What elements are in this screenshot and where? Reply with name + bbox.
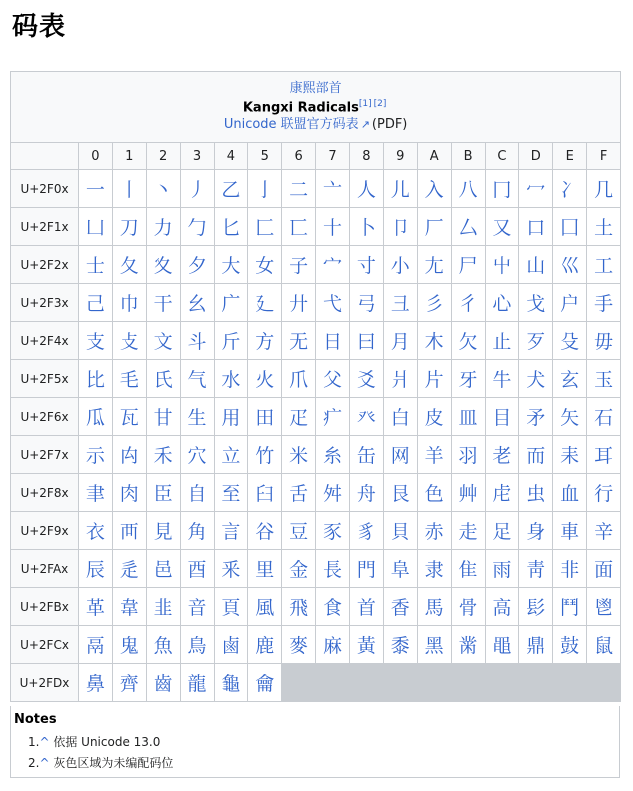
row-header: U+2F8x xyxy=(11,474,79,512)
radical-cell[interactable]: ⼇ xyxy=(316,170,350,208)
radical-cell[interactable]: ⽥ xyxy=(248,398,282,436)
row-header: U+2F5x xyxy=(11,360,79,398)
table-caption xyxy=(11,72,621,143)
radical-cell[interactable]: ⾽ xyxy=(519,588,553,626)
radical-cell[interactable]: ⼬ xyxy=(485,246,519,284)
radical-cell[interactable]: ⾻ xyxy=(451,588,485,626)
caption-chart-link-line xyxy=(11,116,620,134)
column-header: E xyxy=(553,143,587,170)
radical-cell[interactable]: ⼹ xyxy=(383,284,417,322)
notes-section xyxy=(10,706,620,781)
radical-cell[interactable]: ⽤ xyxy=(214,398,248,436)
radical-cell[interactable]: ⿅ xyxy=(248,626,282,664)
radical-cell[interactable]: ⾋ xyxy=(451,474,485,512)
radical-cell[interactable]: ⾫ xyxy=(451,550,485,588)
note-backlink[interactable]: ^ xyxy=(39,756,50,770)
radical-cell[interactable]: ⽼ xyxy=(485,436,519,474)
radical-cell[interactable]: ⾬ xyxy=(485,550,519,588)
notes-title: Notes xyxy=(14,712,57,727)
radical-cell[interactable]: ⼯ xyxy=(587,246,621,284)
radical-cell[interactable]: ⼜ xyxy=(485,208,519,246)
column-header: 7 xyxy=(316,143,350,170)
radical-cell[interactable]: ⿎ xyxy=(553,626,587,664)
radical-cell[interactable]: ⼄ xyxy=(214,170,248,208)
radical-cell[interactable]: ⽪ xyxy=(417,398,451,436)
radical-cell[interactable]: ⾵ xyxy=(248,588,282,626)
radical-cell[interactable]: ⼥ xyxy=(248,246,282,284)
radical-cell[interactable]: ⾼ xyxy=(485,588,519,626)
radical-cell[interactable]: ⽸ xyxy=(350,436,384,474)
radical-cell[interactable]: ⽚ xyxy=(417,360,451,398)
radical-cell[interactable]: ⽗ xyxy=(316,360,350,398)
table-row xyxy=(11,208,621,246)
radical-cell[interactable]: ⽩ xyxy=(383,398,417,436)
column-header: B xyxy=(451,143,485,170)
radical-cell[interactable]: ⽵ xyxy=(248,436,282,474)
table-row xyxy=(11,436,621,474)
note-text: 灰色区域为未编配码位 xyxy=(53,756,174,770)
ref-link-1[interactable]: [1] xyxy=(358,98,372,109)
table-row xyxy=(11,170,621,208)
table-row xyxy=(11,284,621,322)
column-header-row xyxy=(11,143,621,170)
radical-cell[interactable]: ⾴ xyxy=(214,588,248,626)
radical-cell[interactable]: ⼘ xyxy=(350,208,384,246)
radical-cell[interactable]: ⿔ xyxy=(214,664,248,702)
radical-cell[interactable]: ⾐ xyxy=(79,512,113,550)
table-row xyxy=(11,664,621,702)
radical-cell[interactable]: ⽛ xyxy=(451,360,485,398)
radical-cell[interactable]: ⼸ xyxy=(350,284,384,322)
radical-cell[interactable]: ⾕ xyxy=(248,512,282,550)
radical-cell[interactable]: ⼌ xyxy=(485,170,519,208)
radical-cell[interactable]: ⼭ xyxy=(519,246,553,284)
radical-cell[interactable]: ⾄ xyxy=(214,474,248,512)
radical-cell[interactable]: ⾅ xyxy=(248,474,282,512)
radical-cell[interactable]: ⿓ xyxy=(180,664,214,702)
radical-cell[interactable]: ⼓ xyxy=(180,208,214,246)
caption-refs xyxy=(359,99,389,109)
row-header: U+2F4x xyxy=(11,322,79,360)
radical-cell[interactable]: ⾭ xyxy=(519,550,553,588)
radical-cell[interactable]: ⾈ xyxy=(350,474,384,512)
ref-link-2[interactable]: [2] xyxy=(373,98,387,109)
radical-cell[interactable]: ⾺ xyxy=(417,588,451,626)
table-row xyxy=(11,246,621,284)
page-title: 码表 xyxy=(12,12,67,42)
radical-cell[interactable]: ⼻ xyxy=(451,284,485,322)
radical-cell[interactable]: ⼎ xyxy=(553,170,587,208)
column-header: C xyxy=(485,143,519,170)
radical-cell[interactable]: ⾂ xyxy=(146,474,180,512)
official-chart-link[interactable]: Unicode 联盟官方码表 xyxy=(223,117,359,133)
radical-cell[interactable]: ⼒ xyxy=(146,208,180,246)
radical-cell[interactable]: ⽟ xyxy=(587,360,621,398)
radical-cell[interactable]: ⾁ xyxy=(112,474,146,512)
radical-cell[interactable]: ⼳ xyxy=(180,284,214,322)
radical-cell[interactable]: ⽨ xyxy=(350,398,384,436)
radical-cell[interactable]: ⽙ xyxy=(383,360,417,398)
unassigned-cell xyxy=(519,664,553,702)
row-header: U+2FDx xyxy=(11,664,79,702)
radical-cell[interactable]: ⾙ xyxy=(383,512,417,550)
radical-cell[interactable]: ⼩ xyxy=(383,246,417,284)
external-link-icon: ↗ xyxy=(360,118,370,132)
radical-cell[interactable]: ⽌ xyxy=(485,322,519,360)
radical-cell[interactable]: ⽖ xyxy=(282,360,316,398)
radical-cell[interactable]: ⿂ xyxy=(146,626,180,664)
radical-cell[interactable]: ⼤ xyxy=(214,246,248,284)
note-backlink[interactable]: ^ xyxy=(39,735,50,749)
radical-cell[interactable]: ⼀ xyxy=(79,170,113,208)
unassigned-cell xyxy=(451,664,485,702)
column-header: 4 xyxy=(214,143,248,170)
radical-cell[interactable]: ⾚ xyxy=(417,512,451,550)
unassigned-cell xyxy=(282,664,316,702)
radical-cell[interactable]: ⽳ xyxy=(180,436,214,474)
unassigned-cell xyxy=(553,664,587,702)
radical-cell[interactable]: ⽴ xyxy=(214,436,248,474)
radical-cell[interactable]: ⽁ xyxy=(112,322,146,360)
unassigned-cell xyxy=(587,664,621,702)
radical-cell[interactable]: ⼑ xyxy=(112,208,146,246)
note-number: 2. xyxy=(28,756,40,770)
radical-cell[interactable]: ⼦ xyxy=(282,246,316,284)
radical-cell[interactable]: ⽍ xyxy=(519,322,553,360)
radical-cell[interactable]: ⽡ xyxy=(112,398,146,436)
radical-cell[interactable]: ⼿ xyxy=(587,284,621,322)
column-header: 6 xyxy=(282,143,316,170)
radical-cell[interactable]: ⽢ xyxy=(146,398,180,436)
radical-cell[interactable]: ⼶ xyxy=(282,284,316,322)
radical-cell[interactable]: ⼼ xyxy=(485,284,519,322)
radical-cell[interactable]: ⾆ xyxy=(282,474,316,512)
radical-cell[interactable]: ⽂ xyxy=(146,322,180,360)
radical-cell[interactable]: ⾠ xyxy=(79,550,113,588)
radical-cell[interactable]: ⼖ xyxy=(282,208,316,246)
radical-cell[interactable]: ⾏ xyxy=(587,474,621,512)
radical-cell[interactable]: ⼂ xyxy=(146,170,180,208)
radical-cell[interactable]: ⽭ xyxy=(519,398,553,436)
radical-cell[interactable]: ⼏ xyxy=(587,170,621,208)
radical-cell[interactable]: ⼞ xyxy=(553,208,587,246)
radical-cell[interactable]: ⿒ xyxy=(146,664,180,702)
radical-cell[interactable]: ⼟ xyxy=(587,208,621,246)
radical-cell[interactable]: ⼙ xyxy=(383,208,417,246)
radical-cell[interactable]: ⾥ xyxy=(248,550,282,588)
radical-cell[interactable]: ⽠ xyxy=(79,398,113,436)
radical-cell[interactable]: ⿑ xyxy=(112,664,146,702)
radical-cell[interactable]: ⽒ xyxy=(146,360,180,398)
radical-cell[interactable]: ⽰ xyxy=(79,436,113,474)
radical-cell[interactable]: ⽇ xyxy=(316,322,350,360)
radical-cell[interactable]: ⽉ xyxy=(383,322,417,360)
radical-cell[interactable]: ⿊ xyxy=(417,626,451,664)
radical-cell[interactable]: ⾤ xyxy=(214,550,248,588)
radical-cell[interactable]: ⼺ xyxy=(417,284,451,322)
column-header: D xyxy=(519,143,553,170)
row-header: U+2F1x xyxy=(11,208,79,246)
radical-cell[interactable]: ⽾ xyxy=(553,436,587,474)
table-row xyxy=(11,322,621,360)
radical-cell[interactable]: ⾲ xyxy=(146,588,180,626)
unassigned-cell xyxy=(417,664,451,702)
radical-cell[interactable]: ⾇ xyxy=(316,474,350,512)
radical-cell[interactable]: ⼷ xyxy=(316,284,350,322)
row-header: U+2F6x xyxy=(11,398,79,436)
radical-cell[interactable]: ⿆ xyxy=(282,626,316,664)
radical-cell[interactable]: ⽣ xyxy=(180,398,214,436)
unassigned-cell xyxy=(350,664,384,702)
radical-cell[interactable]: ⽔ xyxy=(214,360,248,398)
row-header: U+2F2x xyxy=(11,246,79,284)
radical-cell[interactable]: ⾝ xyxy=(519,512,553,550)
radical-cell[interactable]: ⾘ xyxy=(350,512,384,550)
radical-cell[interactable]: ⼋ xyxy=(451,170,485,208)
radical-cell[interactable]: ⾌ xyxy=(485,474,519,512)
radical-cell[interactable]: ⽺ xyxy=(417,436,451,474)
note-item-1 xyxy=(28,733,616,750)
row-header: U+2F7x xyxy=(11,436,79,474)
radical-cell[interactable]: ⽱ xyxy=(112,436,146,474)
radical-cell[interactable]: ⾸ xyxy=(350,588,384,626)
radical-cell[interactable]: ⾧ xyxy=(316,550,350,588)
radical-cell[interactable]: ⿃ xyxy=(180,626,214,664)
radical-cell[interactable]: ⾜ xyxy=(485,512,519,550)
row-header: U+2FCx xyxy=(11,626,79,664)
radical-cell[interactable]: ⾰ xyxy=(79,588,113,626)
radical-cell[interactable]: ⽅ xyxy=(248,322,282,360)
unassigned-cell xyxy=(485,664,519,702)
radical-cell[interactable]: ⼈ xyxy=(350,170,384,208)
corner-cell xyxy=(11,143,79,170)
radical-cell[interactable]: ⾡ xyxy=(112,550,146,588)
code-chart xyxy=(10,71,620,702)
caption-english-title-text: Kangxi Radicals xyxy=(242,99,359,115)
radical-cell[interactable]: ⼛ xyxy=(451,208,485,246)
radical-cell[interactable]: ⾢ xyxy=(146,550,180,588)
radical-cell[interactable]: ⽏ xyxy=(587,322,621,360)
radical-cell[interactable]: ⽋ xyxy=(451,322,485,360)
column-header: 3 xyxy=(180,143,214,170)
radical-cell[interactable]: ⾹ xyxy=(383,588,417,626)
radical-cell[interactable]: ⼣ xyxy=(180,246,214,284)
radical-cell[interactable]: ⾗ xyxy=(316,512,350,550)
radical-cell[interactable]: ⼔ xyxy=(214,208,248,246)
column-header: 0 xyxy=(79,143,113,170)
radical-cell[interactable]: ⽹ xyxy=(383,436,417,474)
radical-cell[interactable]: ⿋ xyxy=(451,626,485,664)
radical-cell[interactable]: ⽽ xyxy=(519,436,553,474)
radical-cell[interactable]: ⽊ xyxy=(417,322,451,360)
radical-cell[interactable]: ⿁ xyxy=(112,626,146,664)
radical-cell[interactable]: ⾎ xyxy=(553,474,587,512)
radical-cell[interactable]: ⽝ xyxy=(519,360,553,398)
radical-cell[interactable]: ⼰ xyxy=(79,284,113,322)
radical-cell[interactable]: ⿉ xyxy=(383,626,417,664)
radical-cell[interactable]: ⾯ xyxy=(587,550,621,588)
radical-cell[interactable]: ⽦ xyxy=(282,398,316,436)
radical-cell[interactable]: ⼐ xyxy=(79,208,113,246)
radical-cell[interactable]: ⼝ xyxy=(519,208,553,246)
table-row xyxy=(11,398,621,436)
radical-cell[interactable]: ⽯ xyxy=(587,398,621,436)
radical-cell[interactable]: ⾍ xyxy=(519,474,553,512)
radical-cell[interactable]: ⿍ xyxy=(519,626,553,664)
radical-cell[interactable]: ⾱ xyxy=(112,588,146,626)
radical-cell[interactable]: ⽃ xyxy=(180,322,214,360)
radical-cell[interactable]: ⾷ xyxy=(316,588,350,626)
radical-cell[interactable]: ⼡ xyxy=(112,246,146,284)
column-header: 2 xyxy=(146,143,180,170)
radical-cell[interactable]: ⽘ xyxy=(350,360,384,398)
radical-cell[interactable]: ⾖ xyxy=(282,512,316,550)
radical-cell[interactable]: ⾦ xyxy=(282,550,316,588)
radical-cell[interactable]: ⼉ xyxy=(383,170,417,208)
radical-cell[interactable]: ⾾ xyxy=(553,588,587,626)
radical-cell[interactable]: ⾛ xyxy=(451,512,485,550)
radical-cell[interactable]: ⼠ xyxy=(79,246,113,284)
radical-cell[interactable]: ⼮ xyxy=(553,246,587,284)
pdf-label: (PDF) xyxy=(371,117,408,133)
radical-cell[interactable]: ⽞ xyxy=(553,360,587,398)
row-header: U+2F3x xyxy=(11,284,79,322)
radical-cell[interactable]: ⾉ xyxy=(383,474,417,512)
radical-cell[interactable]: ⽶ xyxy=(282,436,316,474)
radical-cell[interactable]: ⼾ xyxy=(553,284,587,322)
radical-cell[interactable]: ⾀ xyxy=(79,474,113,512)
radical-cell[interactable]: ⽧ xyxy=(316,398,350,436)
caption-english-title xyxy=(11,98,620,117)
radicals-table xyxy=(10,71,621,702)
radical-cell[interactable]: ⼴ xyxy=(214,284,248,322)
radical-cell[interactable]: ⼗ xyxy=(316,208,350,246)
radical-cell[interactable]: ⿏ xyxy=(587,626,621,664)
radical-cell[interactable]: ⿈ xyxy=(350,626,384,664)
radical-cell[interactable]: ⿌ xyxy=(485,626,519,664)
radical-cell[interactable]: ⼃ xyxy=(180,170,214,208)
column-header: 1 xyxy=(112,143,146,170)
table-row xyxy=(11,550,621,588)
column-header: A xyxy=(417,143,451,170)
note-number: 1. xyxy=(28,735,40,749)
radical-cell[interactable]: ⾔ xyxy=(214,512,248,550)
radical-cell[interactable]: ⼫ xyxy=(451,246,485,284)
row-header: U+2FAx xyxy=(11,550,79,588)
radical-cell[interactable]: ⼵ xyxy=(248,284,282,322)
radical-cell[interactable]: ⽕ xyxy=(248,360,282,398)
radical-cell[interactable]: ⿇ xyxy=(316,626,350,664)
radical-cell[interactable]: ⽓ xyxy=(180,360,214,398)
radical-cell[interactable]: ⽎ xyxy=(553,322,587,360)
radical-cell[interactable]: ⾃ xyxy=(180,474,214,512)
radical-cell[interactable]: ⽐ xyxy=(79,360,113,398)
note-item-2 xyxy=(28,754,616,771)
table-row xyxy=(11,360,621,398)
radical-cell[interactable]: ⾞ xyxy=(553,512,587,550)
caption-chinese-title[interactable]: 康熙部首 xyxy=(289,81,342,97)
table-row xyxy=(11,588,621,626)
radical-cell[interactable]: ⽫ xyxy=(451,398,485,436)
radical-cell[interactable]: ⾨ xyxy=(350,550,384,588)
radical-cell[interactable]: ⼆ xyxy=(282,170,316,208)
radical-cell[interactable]: ⼍ xyxy=(519,170,553,208)
radical-cell[interactable]: ⿀ xyxy=(79,626,113,664)
column-header: F xyxy=(587,143,621,170)
radical-cell[interactable]: ⾑ xyxy=(112,512,146,550)
radical-cell[interactable]: ⾿ xyxy=(587,588,621,626)
radical-cell[interactable]: ⾒ xyxy=(146,512,180,550)
radical-cell[interactable]: ⽻ xyxy=(451,436,485,474)
row-header: U+2F9x xyxy=(11,512,79,550)
table-row xyxy=(11,512,621,550)
radical-cell[interactable]: ⾶ xyxy=(282,588,316,626)
radical-cell[interactable]: ⼁ xyxy=(112,170,146,208)
radical-cell[interactable]: ⼱ xyxy=(112,284,146,322)
radical-cell[interactable]: ⽆ xyxy=(282,322,316,360)
column-header: 9 xyxy=(383,143,417,170)
radical-cell[interactable]: ⾊ xyxy=(417,474,451,512)
radical-cell[interactable]: ⼲ xyxy=(146,284,180,322)
radical-cell[interactable]: ⾣ xyxy=(180,550,214,588)
radical-cell[interactable]: ⼧ xyxy=(316,246,350,284)
radical-cell[interactable]: ⽜ xyxy=(485,360,519,398)
column-header: 8 xyxy=(350,143,384,170)
unassigned-cell xyxy=(316,664,350,702)
radical-cell[interactable]: ⽈ xyxy=(350,322,384,360)
radical-cell[interactable]: ⾓ xyxy=(180,512,214,550)
row-header: U+2F0x xyxy=(11,170,79,208)
radical-cell[interactable]: ⼪ xyxy=(417,246,451,284)
radical-cell[interactable]: ⽑ xyxy=(112,360,146,398)
row-header: U+2FBx xyxy=(11,588,79,626)
radical-cell[interactable]: ⽿ xyxy=(587,436,621,474)
radical-cell[interactable]: ⽮ xyxy=(553,398,587,436)
radical-cell[interactable]: ⿕ xyxy=(248,664,282,702)
radical-cell[interactable]: ⼅ xyxy=(248,170,282,208)
radical-cell[interactable]: ⽲ xyxy=(146,436,180,474)
radical-cell[interactable]: ⼕ xyxy=(248,208,282,246)
note-text: 依据 Unicode 13.0 xyxy=(53,735,161,749)
unassigned-cell xyxy=(383,664,417,702)
radical-cell[interactable]: ⾩ xyxy=(383,550,417,588)
radical-cell[interactable]: ⿄ xyxy=(214,626,248,664)
radical-cell[interactable]: ⾮ xyxy=(553,550,587,588)
radical-cell[interactable]: ⽀ xyxy=(79,322,113,360)
radical-cell[interactable]: ⽬ xyxy=(485,398,519,436)
radical-cell[interactable]: ⾪ xyxy=(417,550,451,588)
radical-cell[interactable]: ⼚ xyxy=(417,208,451,246)
radical-cell[interactable]: ⽷ xyxy=(316,436,350,474)
radical-cell[interactable]: ⼨ xyxy=(350,246,384,284)
radical-cell[interactable]: ⼊ xyxy=(417,170,451,208)
radical-cell[interactable]: ⾟ xyxy=(587,512,621,550)
radical-cell[interactable]: ⾳ xyxy=(180,588,214,626)
radical-cell[interactable]: ⼢ xyxy=(146,246,180,284)
radical-cell[interactable]: ⿐ xyxy=(79,664,113,702)
radical-cell[interactable]: ⽄ xyxy=(214,322,248,360)
table-row xyxy=(11,626,621,664)
column-header: 5 xyxy=(248,143,282,170)
table-row xyxy=(11,474,621,512)
radical-cell[interactable]: ⼽ xyxy=(519,284,553,322)
